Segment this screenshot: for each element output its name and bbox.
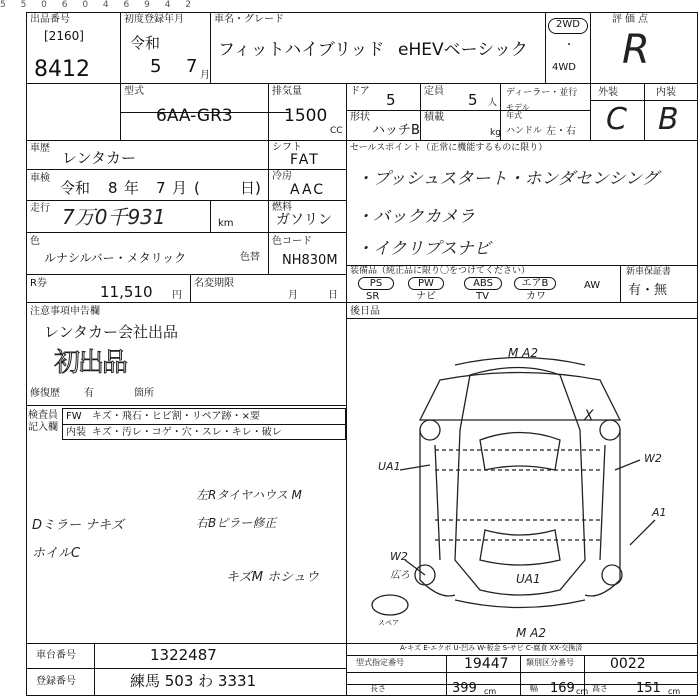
lot-label: 出品番号	[30, 14, 70, 25]
height-label: 高さ	[592, 684, 608, 693]
capacity-value: 5	[468, 91, 478, 109]
ac-label: 冷房	[272, 171, 292, 182]
damage-mark: A1	[652, 506, 667, 519]
color-name: ルナシルバー・メタリック	[44, 251, 187, 265]
mileage-label: 走行	[30, 203, 50, 214]
damage-mark: UA1	[378, 460, 401, 473]
load-label: 積載	[424, 112, 444, 123]
width-value: 169	[550, 681, 575, 696]
new-warranty-value: 有・無	[628, 283, 668, 298]
color-code: NH830M	[282, 253, 338, 268]
registration-month: 7	[186, 56, 198, 77]
color-code-label: 色コード	[272, 236, 312, 247]
repair-label: 修復歴	[30, 388, 60, 399]
ac-value: AAC	[290, 182, 326, 198]
sales-points-label: セールスポイント（正常に機能するものに限り）	[350, 143, 548, 153]
lot-number: 8412	[34, 57, 90, 82]
score-label: 評価点	[612, 14, 651, 25]
color-label: 色	[30, 236, 40, 247]
capacity-unit: 人	[488, 98, 498, 108]
name-change-label: 名変期限	[194, 278, 234, 289]
inspector-row1: キズ・飛石・ヒビ割・リペア跡・×要	[92, 411, 260, 422]
damage-mark: W2	[390, 550, 408, 563]
shift-label: シフト	[272, 142, 302, 153]
notes-stamp: 初出品	[54, 348, 127, 378]
exterior-score: C	[606, 102, 627, 137]
length-label: 長さ	[370, 684, 386, 693]
spare-label: スペア	[378, 619, 399, 627]
chassis-label: 車台番号	[36, 650, 76, 661]
inspector-row1-label: FW	[66, 411, 82, 422]
mileage-unit: km	[218, 218, 234, 229]
inspection-month-unit: 月	[172, 179, 188, 197]
length-unit: cm	[484, 687, 497, 696]
width-label: 幅	[530, 684, 538, 693]
displacement-label: 排気量	[272, 86, 302, 97]
type-value: 6AA-GR3	[156, 106, 233, 126]
rear-seat-label: 後日品	[350, 306, 380, 317]
category-number: 0022	[610, 656, 646, 672]
inspection-day-close: 日)	[240, 179, 261, 197]
inspection-label: 車検	[30, 173, 50, 184]
name-change-day-unit: 日	[328, 290, 338, 301]
equipment-leather: カワ	[526, 291, 546, 302]
inspection-era: 令和	[60, 179, 91, 197]
displacement-value: 1500	[284, 106, 328, 126]
fuel-label: 燃料	[272, 202, 292, 213]
approval-number: 19447	[464, 656, 509, 672]
damage-legend: A-キズ E-エクボ U-凹み W-板金 S-サビ C-腐食 XX-交換済	[400, 644, 583, 652]
registration-month-unit: 月	[200, 70, 210, 81]
mileage-value: 7万0千931	[62, 205, 166, 229]
equipment-abs: ABS	[464, 277, 502, 290]
note-scratch: キズM ホシュウ	[226, 570, 319, 585]
drive-separator: ・	[564, 40, 574, 51]
equipment-sr: SR	[366, 291, 380, 302]
name-change-month-unit: 月	[288, 290, 298, 301]
doors-label: ドア	[350, 86, 370, 97]
recycle-amount: 11,510	[100, 283, 153, 301]
sales-point-item: ・プッシュスタート・ホンダセンシング	[356, 169, 659, 189]
new-warranty-label: 新車保証書	[626, 267, 672, 277]
model-name: フィットハイブリッド	[218, 40, 385, 60]
score-overall: R	[622, 27, 650, 73]
inspection-year-unit: 年	[124, 179, 140, 197]
note-wheel: ホイルC	[32, 546, 81, 561]
handle-value: 左・右	[546, 126, 576, 137]
car-outline	[455, 368, 585, 596]
equipment-ps: PS	[358, 277, 394, 290]
shape-label: 形状	[350, 112, 370, 123]
damage-mark: M A2	[516, 626, 547, 640]
recycle-unit: 円	[172, 290, 182, 301]
equipment-label: 装備品（純正品に限り〇をつけてください）	[350, 266, 531, 276]
fuel-value: ガソリン	[276, 212, 332, 228]
shift-value: FAT	[290, 152, 320, 168]
notes-label: 注意事項申告欄	[30, 306, 100, 317]
displacement-unit: CC	[330, 126, 343, 136]
drive-4wd-option: 4WD	[552, 62, 576, 73]
drive-2wd-option: 2WD	[548, 18, 588, 34]
dealer-label: ディーラー・並行	[506, 88, 578, 98]
width-unit: cm	[576, 687, 589, 696]
model-year-label: モデル年式	[506, 103, 530, 120]
capacity-label: 定員	[424, 86, 444, 97]
equipment-tv: TV	[476, 291, 489, 302]
top-strip: 5 5 0 6 0 4 6 9 4 2	[0, 0, 198, 10]
note-left-rear: 左Rタイヤハウス M	[196, 488, 302, 502]
reg-number: 練馬 503 わ 3331	[130, 672, 257, 690]
model-label: 車名・グレード	[214, 14, 284, 25]
history-value: レンタカー	[62, 149, 137, 167]
inspector-row2: キズ・汚レ・コゲ・穴・スレ・キレ・破レ	[92, 427, 282, 438]
length-value: 399	[452, 681, 477, 696]
interior-label: 内装	[656, 87, 676, 98]
inspector-label: 検査員記入欄	[28, 410, 58, 433]
sales-point-item: ・バックカメラ	[356, 207, 475, 227]
damage-mark: UA1	[516, 572, 541, 586]
recycle-label: R券	[30, 278, 47, 289]
registration-year: 5	[150, 56, 162, 77]
registration-era: 令和	[130, 34, 161, 52]
note-right-pillar: 右Bピラー修正	[196, 516, 277, 530]
color-replaced-label: 色替	[240, 252, 260, 263]
interior-score: B	[658, 102, 679, 137]
model-grade: eHEVベーシック	[398, 40, 528, 60]
notes-line1: レンタカー会社出品	[44, 323, 179, 341]
equipment-navi: ナビ	[416, 291, 436, 302]
inspector-row2-label: 内装	[66, 427, 86, 438]
equipment-airbag: エアB	[514, 277, 556, 290]
type-label: 型式	[124, 86, 144, 97]
damage-mark: 広ろ	[390, 570, 410, 581]
damage-mark: M A2	[508, 346, 539, 360]
history-label: 車歴	[30, 143, 50, 154]
height-value: 151	[636, 681, 661, 696]
category-label: 類別区分番号	[526, 658, 574, 667]
chassis-number: 1322487	[150, 646, 217, 664]
handle-label: ハンドル	[506, 126, 543, 136]
approval-label: 型式指定番号	[356, 658, 404, 667]
damage-mark: W2	[644, 452, 662, 465]
inspection-month: 7	[156, 179, 166, 197]
equipment-aw: AW	[584, 280, 601, 291]
reg-label: 登録番号	[36, 676, 76, 687]
note-mirror: Dミラー ナキズ	[32, 518, 124, 533]
doors-value: 5	[386, 91, 396, 109]
height-unit: cm	[668, 687, 681, 696]
shape-value: ハッチB	[372, 123, 420, 138]
load-unit: kg	[490, 128, 501, 138]
sales-point-item: ・イクリプスナビ	[356, 239, 491, 259]
repair-count: 箇所	[134, 388, 154, 399]
equipment-pw: PW	[408, 277, 444, 290]
inspection-year: 8	[108, 179, 118, 197]
damage-mark: X	[584, 408, 594, 424]
inspection-day-open: (	[194, 179, 200, 197]
lot-code: [2160]	[44, 29, 84, 43]
registration-label: 初度登録年月	[124, 14, 184, 25]
exterior-label: 外装	[598, 87, 618, 98]
repair-value: 有	[84, 388, 94, 399]
